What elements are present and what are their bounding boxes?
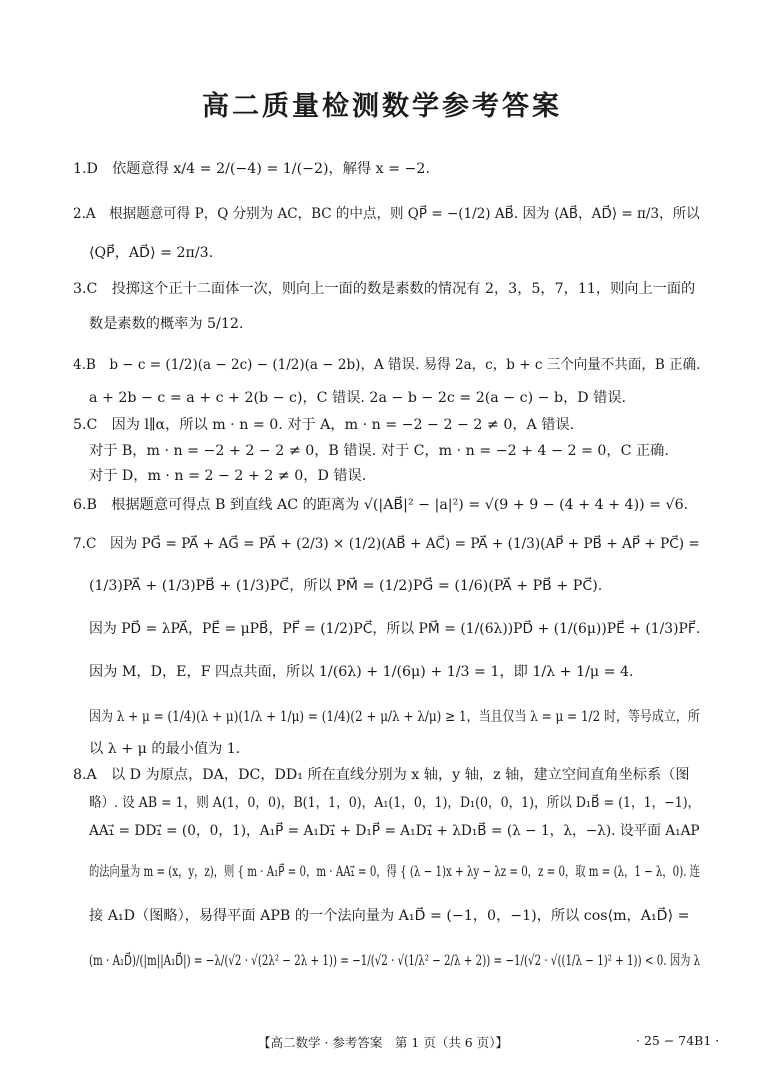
answer-line: 接 A₁D（图略），易得平面 APB 的一个法向量为 A₁D⃗ = (−1，0，−1)，所以 cos⟨m，A₁D⃗⟩ = <box>89 908 690 924</box>
answer-line: a + 2b − c = a + c + 2(b − c)，C 错误. 2a − b − 2c = 2(a − c) − b，D 错误. <box>89 390 627 406</box>
answer-line: AA₁⃗ = DD₁⃗ = (0，0，1)，A₁P⃗ = A₁D₁⃗ + D₁P⃗ = A₁D₁⃗ + λD₁B⃗ = (λ − 1，λ，−λ). 设平面 A₁AP <box>89 823 700 839</box>
answer-line: 1.D 依题意得 x/4 = 2/(−4) = 1/(−2)，解得 x = −2. <box>73 161 430 177</box>
page-title: 高二质量检测数学参考答案 <box>202 91 562 122</box>
answer-line: 8.A 以 D 为原点，DA，DC，DD₁ 所在直线分别为 x 轴，y 轴，z 轴，建立空间直角坐标系（图 <box>73 767 690 783</box>
answer-line: 因为 λ + μ = (1/4)(λ + μ)(1/λ + 1/μ) = (1/4)(2 + μ/λ + λ/μ) ≥ 1，当且仅当 λ = μ = 1/2 时，等号成立，所 <box>89 709 700 725</box>
answer-line: 对于 D，m · n = 2 − 2 + 2 ≠ 0，D 错误. <box>89 468 367 484</box>
answer-line: 的法向量为 m = (x，y，z)，则 { m · A₁P⃗ = 0，m · AA₁⃗ = 0，得 { (λ − 1)x + λy − λz = 0，z = 0，取 m = (λ，1 − λ，0). 连 <box>89 864 700 880</box>
answer-line: 数是素数的概率为 5/12. <box>89 316 244 332</box>
answer-line: 4.B b − c = (1/2)(a − 2c) − (1/2)(a − 2b)，A 错误. 易得 2a，c，b + c 三个向量不共面，B 正确. <box>73 357 701 373</box>
answer-line: (m · A₁D⃗)/(|m||A₁D⃗|) = −λ/(√2 · √(2λ² − 2λ + 1)) = −1/(√2 · √(1/λ² − 2/λ + 2)) = −1/(√2 · √((1/λ − 1)² + 1)) < 0. 因为 λ <box>89 953 701 969</box>
answer-line: 7.C 因为 PG⃗ = PA⃗ + AG⃗ = PA⃗ + (2/3) × (1/2)(AB⃗ + AC⃗) = PA⃗ + (1/3)(AP⃗ + PB⃗ + AP⃗ + PC⃗) = <box>73 536 700 552</box>
answer-line: 6.B 根据题意可得点 B 到直线 AC 的距离为 √(|AB⃗|² − |a|²) = √(9 + 9 − (4 + 4 + 4)) = √6. <box>73 497 689 513</box>
answer-line: 略）. 设 AB = 1，则 A(1，0，0)，B(1，1，0)，A₁(1，0，1)，D₁(0，0，1)，所以 D₁B⃗ = (1，1，−1)， <box>89 795 701 811</box>
answer-line: (1/3)PA⃗ + (1/3)PB⃗ + (1/3)PC⃗，所以 PM⃗ = (1/2)PG⃗ = (1/6)(PA⃗ + PB⃗ + PC⃗). <box>89 578 603 594</box>
answer-line: 2.A 根据题意可得 P，Q 分别为 AC，BC 的中点，则 QP⃗ = −(1/2) AB⃗. 因为 ⟨AB⃗，AD⃗⟩ = π/3，所以 <box>73 206 700 222</box>
answer-line: ⟨QP⃗，AD⃗⟩ = 2π/3. <box>89 245 214 261</box>
answer-line: 因为 PD⃗ = λPA⃗，PE⃗ = μPB⃗，PF⃗ = (1/2)PC⃗，所以 PM⃗ = (1/(6λ))PD⃗ + (1/(6μ))PE⃗ + (1/3)PF⃗. <box>89 621 701 637</box>
answer-line: 5.C 因为 l∥α，所以 m · n = 0. 对于 A，m · n = −2 − 2 − 2 ≠ 0，A 错误. <box>73 417 575 433</box>
footer-page-info: 【高二数学 · 参考答案 第 1 页（共 6 页）】 <box>258 1035 508 1050</box>
footer-code: · 25 − 74B1 · <box>636 1033 720 1048</box>
answer-line: 以 λ + μ 的最小值为 1. <box>89 741 241 757</box>
answer-line: 3.C 投掷这个正十二面体一次，则向上一面的数是素数的情况有 2，3，5，7，11，则向上一面的 <box>73 281 696 297</box>
answer-line: 因为 M，D，E，F 四点共面，所以 1/(6λ) + 1/(6μ) + 1/3 = 1，即 1/λ + 1/μ = 4. <box>89 664 634 680</box>
answer-line: 对于 B，m · n = −2 + 2 − 2 ≠ 0，B 错误. 对于 C，m · n = −2 + 4 − 2 = 0，C 正确. <box>89 443 669 459</box>
